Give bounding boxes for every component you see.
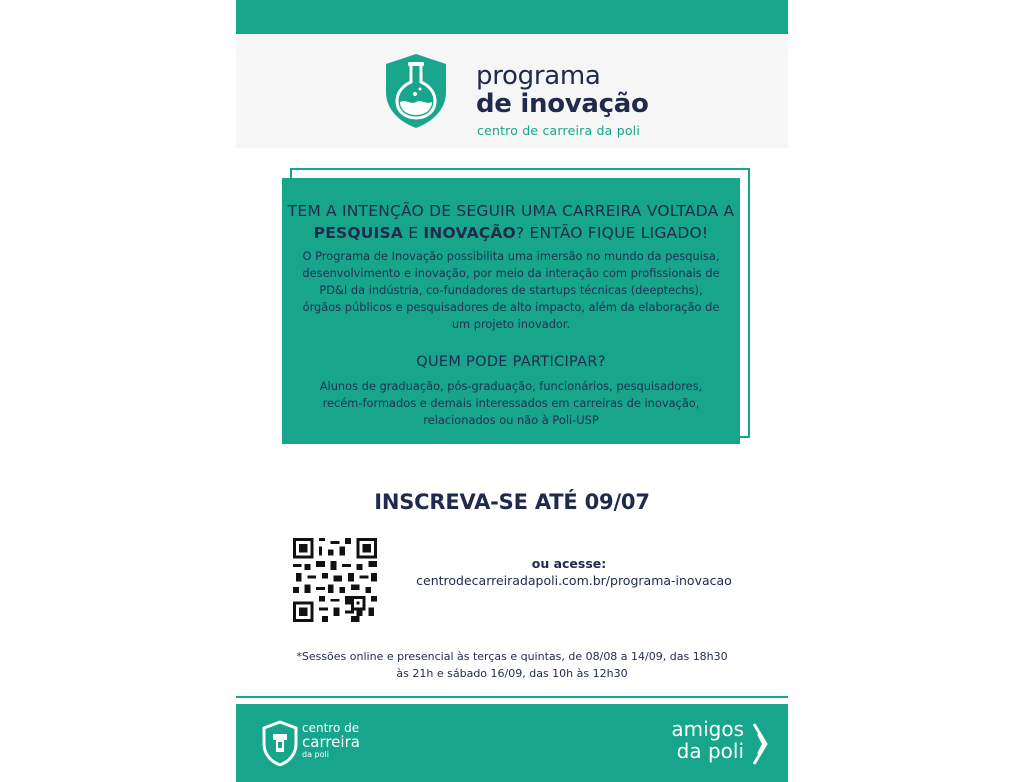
card-heading-post: ? ENTÃO FIQUE LIGADO! [515,224,709,242]
amigos-line2: da poli [676,739,744,763]
centro-carreira-shield-icon [262,720,298,766]
flask-shield-icon [384,52,448,130]
poster [236,0,788,782]
who-body: Alunos de graduação, pós-graduação, funcionários, pesquisadores, recém-formados e demais interessados em carreiras de inovação, relacionados ou não à Poli-USP [319,379,703,427]
ccp-line3: da poli [302,750,329,759]
card-heading [282,200,740,244]
card-heading-and: E [403,224,424,242]
program-subtitle: centro de carreira da poli [477,123,641,138]
amigos-chevron-icon [752,722,768,766]
program-title-line1: programa [476,61,601,91]
who-title: QUEM PODE PARTICIPAR? [416,354,606,370]
footer [236,704,788,782]
info-card [282,178,740,444]
header [236,34,788,148]
footer-rule [236,696,788,698]
qr-code-icon[interactable] [293,538,377,622]
top-band [236,0,788,34]
program-url-link[interactable]: centrodecarreiradapoli.com.br/programa-inovacao [416,573,732,588]
centro-carreira-logo-text [302,722,360,760]
cta-headline: INSCREVA-SE ATÉ 09/07 [374,490,650,514]
ccp-line2: carreira [302,733,360,751]
program-title [476,62,649,118]
card-heading-pre: TEM A INTENÇÃO DE SEGUIR UMA CARREIRA VOLTADA A [287,202,735,220]
amigos-line1: amigos [671,717,744,741]
amigos-da-poli-logo [671,718,744,762]
ccp-line1: centro de [302,721,360,735]
card-body: O Programa de Inovação possibilita uma imersão no mundo da pesquisa, desenvolvimento e inovação, por meio da interação com profissionais de PD&I da indústria, co-fundadores de startups técnicas (deeptechs), órgãos públicos e pesquisadores de alto impacto, além da elaboração de um projeto inovador. [302,249,720,331]
program-title-line2: de inovação [476,89,649,119]
sessions-note: *Sessões online e presencial às terças e quintas, de 08/08 a 14/09, das 18h30 às 21h e sábado 16/09, das 10h às 12h30 [296,650,728,680]
card-heading-pesquisa: PESQUISA [313,224,404,242]
access-label: ou acesse: [531,556,607,571]
card-heading-inovacao: INOVAÇÃO [423,224,516,242]
